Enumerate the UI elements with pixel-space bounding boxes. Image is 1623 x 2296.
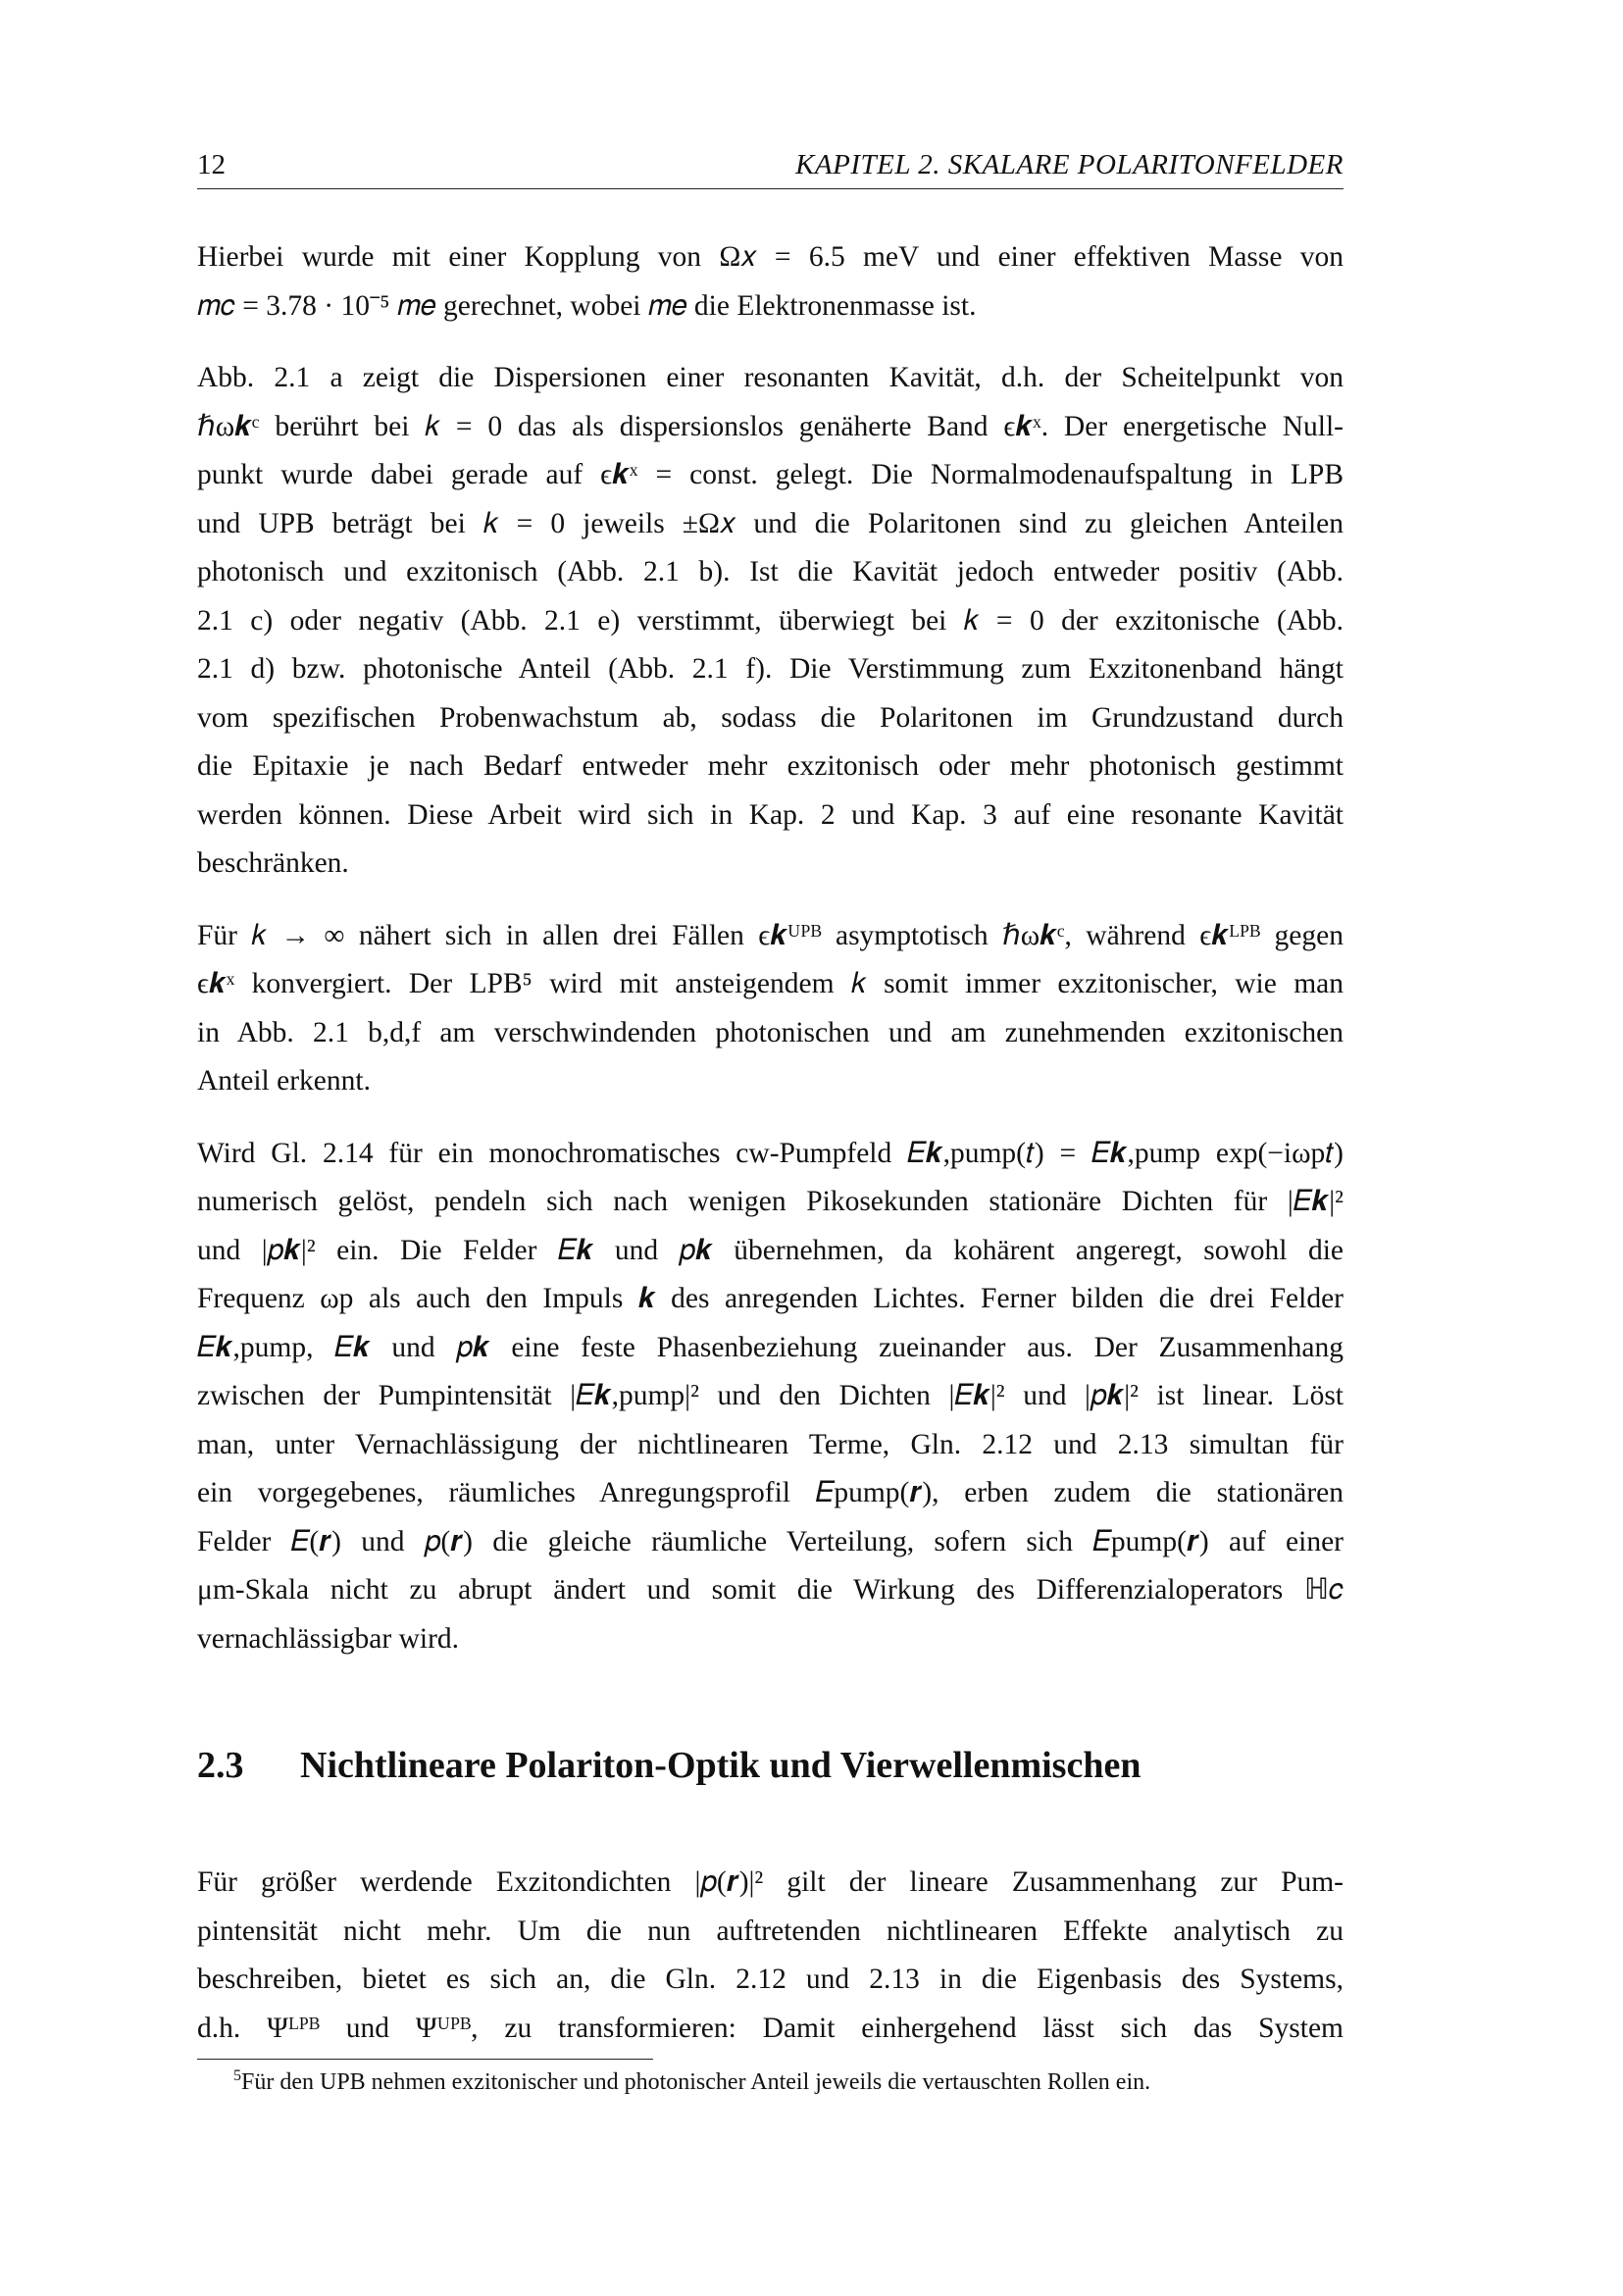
text-line: ein vorgegebenes, räumliches Anregungsprofil 𝐸pump(𝒓), erben zudem die stationären [197,1477,1344,1508]
text-line: Hierbei wurde mit einer Kopplung von Ω𝑥 = 6.5 meV und einer effektiven Masse von [197,241,1344,273]
text-line: Felder 𝐸(𝒓) und 𝑝(𝒓) die gleiche räumliche Verteilung, sofern sich 𝐸pump(𝒓) auf einer [197,1525,1344,1557]
footnote-text: Für den UPB nehmen exzitonischer und photonischer Anteil jeweils die vertauschten Rollen ein. [241,2069,1151,2095]
paragraph-3 [197,912,1344,1106]
text-line: zwischen der Pumpintensität |𝐸𝒌,pump|² und den Dichten |𝐸𝒌|² und |𝑝𝒌|² ist linear. Löst [197,1380,1344,1411]
text-line: 2.1 c) oder negativ (Abb. 2.1 e) verstimmt, überwiegt bei 𝑘 = 0 der exzitonische (Abb. [197,604,1344,637]
text-line: vernachlässigbar wird. [197,1622,460,1655]
running-title: KAPITEL 2. SKALARE POLARITONFELDER [795,149,1344,180]
text-line: Anteil erkennt. [197,1065,371,1097]
text-line: werden können. Diese Arbeit wird sich in Kap. 2 und Kap. 3 auf eine resonante Kavität [197,798,1344,831]
paragraph-2 [197,354,1344,889]
text-line: 𝐸𝒌,pump, 𝐸𝒌 und 𝑝𝒌 eine feste Phasenbeziehung zueinander aus. Der Zusammenhang [197,1331,1344,1363]
section-number: 2.3 [197,1745,244,1786]
paragraph-4 [197,1130,1344,1664]
text-line: d.h. Ψᴸᴾᴮ und Ψᵁᴾᴮ, zu transformieren: Damit einhergehend lässt sich das System [197,2012,1344,2044]
text-line: Für 𝑘 → ∞ nähert sich in allen drei Fällen ϵ𝒌ᵁᴾᴮ asymptotisch ℏω𝒌ᶜ, während ϵ𝒌ᴸᴾᴮ gegen [197,919,1344,951]
text-line: punkt wurde dabei gerade auf ϵ𝒌ˣ = const. gelegt. Die Normalmodenaufspaltung in LPB [197,459,1344,490]
footnote-rule [197,2059,653,2060]
text-line: die Epitaxie je nach Bedarf entweder mehr exzitonisch oder mehr photonisch gestimmt [197,750,1344,782]
running-header [197,147,1344,189]
text-line: Frequenz ωp als auch den Impuls 𝒌 des anregenden Lichtes. Ferner bilden die drei Felder [197,1283,1344,1314]
text-line: Abb. 2.1 a zeigt die Dispersionen einer resonanten Kavität, d.h. der Scheitelpunkt von [197,362,1344,393]
text-line: und UPB beträgt bei 𝑘 = 0 jeweils ±Ω𝑥 und die Polaritonen sind zu gleichen Anteilen [197,507,1344,539]
section-heading [197,1744,1141,1787]
text-line: ℏω𝒌ᶜ berührt bei 𝑘 = 0 das als dispersionslos genäherte Band ϵ𝒌ˣ. Der energetische Null- [197,410,1344,442]
text-line: Wird Gl. 2.14 für ein monochromatisches cw-Pumpfeld 𝐸𝒌,pump(𝑡) = 𝐸𝒌,pump exp(−iωp𝑡) [197,1137,1344,1169]
page-number: 12 [197,149,226,180]
footnote [233,2067,1150,2096]
text-line: 𝑚𝑐 = 3.78 · 10⁻⁵ 𝑚𝑒 gerechnet, wobei 𝑚𝑒 die Elektronenmasse ist. [197,289,977,322]
text-line: und |𝑝𝒌|² ein. Die Felder 𝐸𝒌 und 𝑝𝒌 übernehmen, da kohärent angeregt, sowohl die [197,1234,1344,1266]
paragraph-1 [197,233,1344,331]
text-line: numerisch gelöst, pendeln sich nach wenigen Pikosekunden stationäre Dichten für |𝐸𝒌|² [197,1186,1344,1217]
text-line: photonisch und exzitonisch (Abb. 2.1 b). Ist die Kavität jedoch entweder positiv (Abb. [197,556,1344,587]
text-line: vom spezifischen Probenwachstum ab, sodass die Polaritonen im Grundzustand durch [197,701,1344,734]
text-line: Für größer werdende Exzitondichten |𝑝(𝒓)|² gilt der lineare Zusammenhang zur Pum- [197,1866,1344,1898]
main-text [197,233,1344,1687]
text-line: μm-Skala nicht zu abrupt ändert und somit die Wirkung des Differenzialoperators ℍ𝑐 [197,1574,1344,1606]
text-line: ϵ𝒌ˣ konvergiert. Der LPB⁵ wird mit ansteigendem 𝑘 somit immer exzitonischer, wie man [197,968,1344,999]
text-line: man, unter Vernachlässigung der nichtlinearen Terme, Gln. 2.12 und 2.13 simultan für [197,1428,1344,1460]
text-line: beschränken. [197,847,349,879]
text-line: in Abb. 2.1 b,d,f am verschwindenden photonischen und am zunehmenden exzitonischen [197,1016,1344,1048]
section-text [197,1859,1344,2053]
section-title: Nichtlineare Polariton-Optik und Vierwellenmischen [300,1745,1141,1786]
footnote-marker: 5 [233,2067,241,2084]
text-line: pintensität nicht mehr. Um die nun auftretenden nichtlinearen Effekte analytisch zu [197,1914,1344,1947]
text-line: 2.1 d) bzw. photonische Anteil (Abb. 2.1 f). Die Verstimmung zum Exzitonenband hängt [197,653,1344,685]
text-line: beschreiben, bietet es sich an, die Gln. 2.12 und 2.13 in die Eigenbasis des Systems, [197,1964,1344,1995]
